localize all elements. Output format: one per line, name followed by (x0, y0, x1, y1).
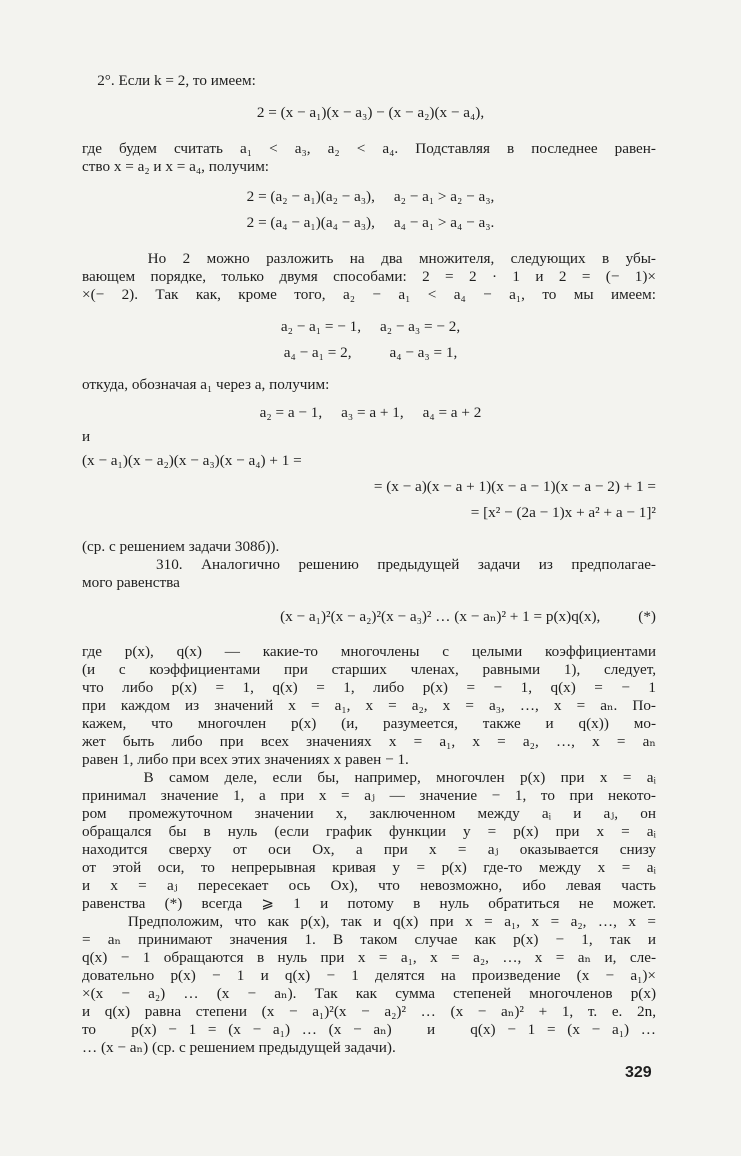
text-line: a₂ = a − 1, a₃ = a + 1, a₄ = a + 2 (259, 404, 482, 421)
text-line: при каждом из значений x = a₁, x = a₂, x = a₃, …, x = aₙ. По- (82, 697, 656, 714)
text-line: = [x² − (2a − 1)x + a² + a − 1]² (470, 504, 656, 521)
page-number: 329 (625, 1064, 652, 1081)
text-line: откуда, обозначая a₁ через a, получим: (82, 376, 330, 393)
text-line: и (82, 428, 91, 445)
text-line: что либо p(x) = 1, q(x) = 1, либо p(x) = − 1, q(x) = − 1 (82, 679, 656, 696)
text-line: где p(x), q(x) — какие-то многочлены с целыми коэффициентами (82, 643, 656, 660)
text-line: q(x) − 1 обращаются в нуль при x = a₁, x = a₂, …, x = aₙ и, сле- (82, 949, 656, 966)
text-line: ×(− 2). Так как, кроме того, a₂ − a₁ < a₄ − a₁, то мы имеем: (82, 286, 656, 303)
text-line: от этой оси, то непрерывная кривая y = p(x) где-то между x = aᵢ (82, 859, 656, 876)
text-line: (x − a₁)²(x − a₂)²(x − a₃)² … (x − aₙ)² + 1 = p(x)q(x), (*) (280, 608, 656, 625)
text-line: ×(x − a₂) … (x − aₙ). Так как сумма степеней многочленов p(x) (82, 985, 656, 1002)
text-line: (x − a₁)(x − a₂)(x − a₃)(x − a₄) + 1 = (82, 452, 302, 469)
text-line: = aₙ принимают значения 1. В таком случае как p(x) − 1, так и (82, 931, 656, 948)
text-line: Но 2 можно разложить на два множителя, следующих в убы- (82, 250, 656, 267)
text-line: кажем, что многочлен p(x) (и, разумеется, также и q(x)) мо- (82, 715, 656, 732)
text-line: 310. Аналогично решению предыдущей задачи из предполагае- (82, 556, 656, 573)
text-line: то p(x) − 1 = (x − a₁) … (x − aₙ) и q(x) − 1 = (x − a₁) … (82, 1021, 656, 1038)
text-line: довательно p(x) − 1 и q(x) − 1 делятся на произведение (x − a₁)× (82, 967, 656, 984)
text-line: и x = aⱼ пересекает ось Ox), что невозможно, ибо левая часть (82, 877, 656, 894)
text-line: принимал значение 1, а при x = aⱼ — значение − 1, то при некото- (82, 787, 656, 804)
text-line: жет быть либо при всех значениях x = a₁, x = a₂, …, x = aₙ (82, 733, 656, 750)
text-line: 2 = (a₂ − a₁)(a₂ − a₃), a₂ − a₁ > a₂ − a₃, (246, 188, 495, 205)
text-line: = (x − a)(x − a + 1)(x − a − 1)(x − a − 2) + 1 = (373, 478, 656, 495)
text-line: (и с коэффициентами при старших членах, равными 1), следует, (82, 661, 656, 678)
text-line: 2 = (x − a₁)(x − a₃) − (x − a₂)(x − a₄), (256, 104, 485, 121)
text-line: ром промежуточном значении x, заключенном между aᵢ и aⱼ, он (82, 805, 656, 822)
text-line: равенства (*) всегда ⩾ 1 и потому в нуль обратиться не может. (82, 895, 656, 912)
text-line: находится сверху от оси Ox, а при x = aⱼ оказывается снизу (82, 841, 656, 858)
text-line: Предположим, что как p(x), так и q(x) при x = a₁, x = a₂, …, x = (82, 913, 656, 930)
text-line: равен 1, либо при всех этих значениях x равен − 1. (82, 751, 409, 768)
text-line: обращался бы в нуль (если график функции y = p(x) при x = aᵢ (82, 823, 656, 840)
text-line: (ср. с решением задачи 308б)). (82, 538, 280, 555)
text-line: В самом деле, если бы, например, многочлен p(x) при x = aᵢ (82, 769, 656, 786)
text-line: 2 = (a₄ − a₁)(a₄ − a₃), a₄ − a₁ > a₄ − a₃. (246, 214, 495, 231)
text-line: мого равенства (82, 574, 180, 591)
text-line: ство x = a₂ и x = a₄, получим: (82, 158, 270, 175)
text-line: вающем порядке, только двумя способами: 2 = 2 · 1 и 2 = (− 1)× (82, 268, 656, 285)
text-line: a₂ − a₁ = − 1, a₂ − a₃ = − 2, (280, 318, 461, 335)
text-line: и q(x) равна степени (x − a₁)²(x − a₂)² … (x − aₙ)² + 1, т. е. 2n, (82, 1003, 656, 1020)
text-line: где будем считать a₁ < a₃, a₂ < a₄. Подставляя в последнее равен- (82, 140, 656, 157)
text-line: … (x − aₙ) (ср. с решением предыдущей задачи). (82, 1039, 396, 1056)
text-line: 2°. Если k = 2, то имеем: (82, 72, 256, 89)
text-line: a₄ − a₁ = 2, a₄ − a₃ = 1, (283, 344, 458, 361)
